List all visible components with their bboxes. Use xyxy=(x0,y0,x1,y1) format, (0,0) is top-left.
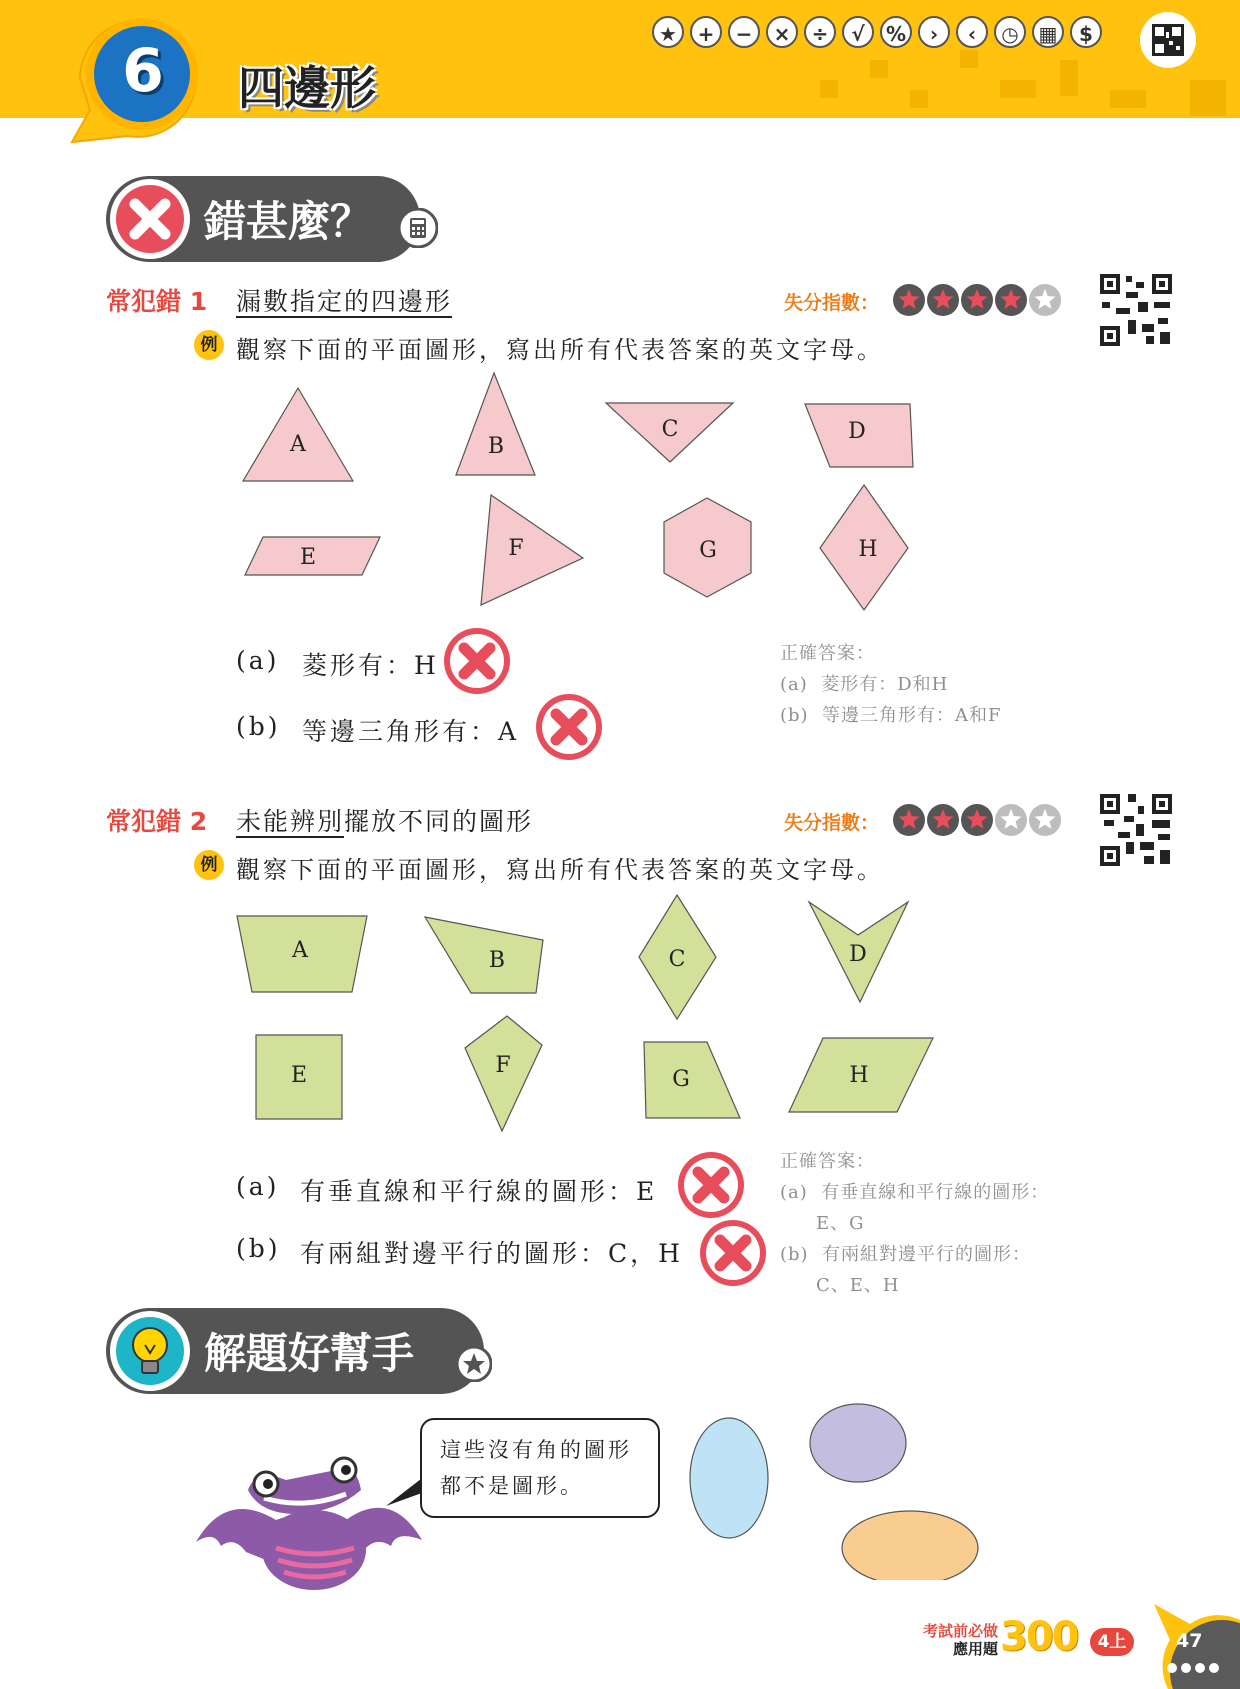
root-icon: √ xyxy=(842,16,874,48)
minus-icon: − xyxy=(728,16,760,48)
calculator-icon: ▦ xyxy=(1032,16,1064,48)
speech-line-1: 這些沒有角的圖形 xyxy=(440,1438,632,1462)
mistake1-answer-b-label: (b) xyxy=(236,712,281,741)
orange-ellipse xyxy=(842,1511,978,1580)
shape-e-label: E xyxy=(299,545,317,570)
shape-g-label: G xyxy=(672,1067,690,1092)
wrong-mark-icon xyxy=(108,177,192,261)
mistake2-loss-label: 失分指數： xyxy=(784,812,880,834)
correct-a-label: (a) xyxy=(780,674,808,695)
shape-a-label: A xyxy=(292,938,308,963)
footer-series xyxy=(918,1622,998,1658)
section-mistakes-header xyxy=(106,176,420,262)
footer-series-line2: 應用題 xyxy=(952,1640,998,1658)
round-shapes xyxy=(680,1400,1000,1580)
shape-g-label: G xyxy=(699,538,717,563)
shape-h-label: H xyxy=(849,1063,869,1088)
chapter-title: 四邊形 xyxy=(238,61,376,115)
wrong-mark-icon xyxy=(676,1150,746,1220)
shape-a-label: A xyxy=(290,432,306,457)
footer-series-line1: 考試前必做 xyxy=(922,1622,998,1640)
star-icon xyxy=(456,1346,492,1382)
lightbulb-icon xyxy=(108,1309,192,1393)
mistake1-answer-b: 等邊三角形有：A xyxy=(302,717,520,746)
correct-a-label: (a) xyxy=(780,1182,808,1203)
times-icon: × xyxy=(766,16,798,48)
correct-heading: 正確答案： xyxy=(780,1151,875,1172)
mistake2-title-underlined: 未能辨別 xyxy=(236,807,345,836)
section-helper-title: 解題好幫手 xyxy=(204,1329,415,1378)
mistake1-loss-rating xyxy=(892,282,1064,318)
shape-f-label: F xyxy=(508,536,524,561)
purple-ellipse xyxy=(810,1404,906,1482)
plus-icon: + xyxy=(690,16,722,48)
mistake1-qr-icon[interactable] xyxy=(1098,272,1174,348)
correct-a-text: 菱形有：D和H xyxy=(821,674,949,695)
shape-b-label: B xyxy=(487,434,505,459)
correct-b-answer: C、E、H xyxy=(816,1275,900,1296)
shape-d-label: D xyxy=(848,419,866,444)
mistake2-loss-rating xyxy=(892,802,1064,838)
wrong-mark-icon xyxy=(698,1218,768,1288)
wrong-mark-icon xyxy=(534,692,604,762)
section-mistakes-title: 錯甚麼？ xyxy=(204,197,373,246)
correct-b-text: 有兩組對邊平行的圖形： xyxy=(822,1244,1032,1265)
calculator-icon xyxy=(398,208,438,248)
chapter-number: 6 xyxy=(122,36,164,106)
mistake2-answer-a-label: (a) xyxy=(236,1172,280,1201)
mistake1-label: 常犯錯 1 xyxy=(106,287,208,316)
shape-b-label: B xyxy=(488,948,506,973)
shape-h-label: H xyxy=(858,537,878,562)
shape-c-label: C xyxy=(668,947,686,972)
footer-series-number: 300 xyxy=(1000,1614,1078,1660)
page-number: 47 xyxy=(1176,1630,1203,1652)
mistake2-correct-answers xyxy=(780,1146,1049,1301)
divide-icon: ÷ xyxy=(804,16,836,48)
correct-b-label: (b) xyxy=(780,1244,809,1265)
mistake1-answer-a: 菱形有：H xyxy=(302,651,439,680)
less-icon: ‹ xyxy=(956,16,988,48)
correct-b-text: 等邊三角形有：A和F xyxy=(822,705,1002,726)
shape-c-label: C xyxy=(661,417,679,442)
clock-icon: ◷ xyxy=(994,16,1026,48)
speech-line-2: 都不是圖形。 xyxy=(440,1474,584,1498)
mistake2-title xyxy=(236,802,533,838)
mistake1-loss-label: 失分指數： xyxy=(784,292,880,314)
mistake2-qr-icon[interactable] xyxy=(1098,792,1174,868)
dollar-icon: $ xyxy=(1070,16,1102,48)
shape-f-label: F xyxy=(495,1053,511,1078)
shape-f-triangle xyxy=(481,495,583,605)
correct-b-label: (b) xyxy=(780,705,809,726)
mistake2-shapes xyxy=(230,890,950,1140)
mistake2-answer-b: 有兩組對邊平行的圖形：C，H xyxy=(300,1239,683,1268)
shape-b-triangle xyxy=(456,373,535,475)
shape-d-label: D xyxy=(849,942,867,967)
shape-b-quadrilateral xyxy=(425,917,543,993)
section-helper-header xyxy=(106,1308,484,1394)
correct-a-text: 有垂直線和平行線的圖形： xyxy=(821,1182,1050,1203)
percent-icon: % xyxy=(880,16,912,48)
mistake1-shapes xyxy=(230,365,930,620)
footer-grade-badge: 4上 xyxy=(1090,1628,1134,1656)
mistake1-answer-a-label: (a) xyxy=(236,646,280,675)
blue-ellipse xyxy=(690,1418,768,1538)
header-qr-icon[interactable] xyxy=(1140,12,1196,68)
wrong-mark-icon xyxy=(442,626,512,696)
mistake2-question: 觀察下面的平面圖形，寫出所有代表答案的英文字母。 xyxy=(236,856,884,884)
mistake2-title-rest: 擺放不同的圖形 xyxy=(344,807,534,836)
mistake1-title: 漏數指定的四邊形 xyxy=(236,287,453,316)
shape-e-label: E xyxy=(290,1063,308,1088)
greater-icon: › xyxy=(918,16,950,48)
header-icon-row xyxy=(652,16,1108,48)
mistake1-question: 觀察下面的平面圖形，寫出所有代表答案的英文字母。 xyxy=(236,336,884,364)
mistake1-correct-answers xyxy=(780,638,1002,731)
mistake1-example-badge: 例 xyxy=(194,330,224,360)
shape-g-trapezoid xyxy=(644,1042,740,1118)
mistake2-answer-b-label: (b) xyxy=(236,1234,281,1263)
correct-a-answer: E、G xyxy=(816,1213,865,1234)
mistake2-example-badge: 例 xyxy=(194,850,224,880)
mistake2-answer-a: 有垂直線和平行線的圖形：E xyxy=(300,1177,658,1206)
mistake2-label: 常犯錯 2 xyxy=(106,807,208,836)
speech-bubble xyxy=(420,1418,660,1518)
star-icon: ★ xyxy=(652,16,684,48)
correct-heading: 正確答案： xyxy=(780,643,875,664)
